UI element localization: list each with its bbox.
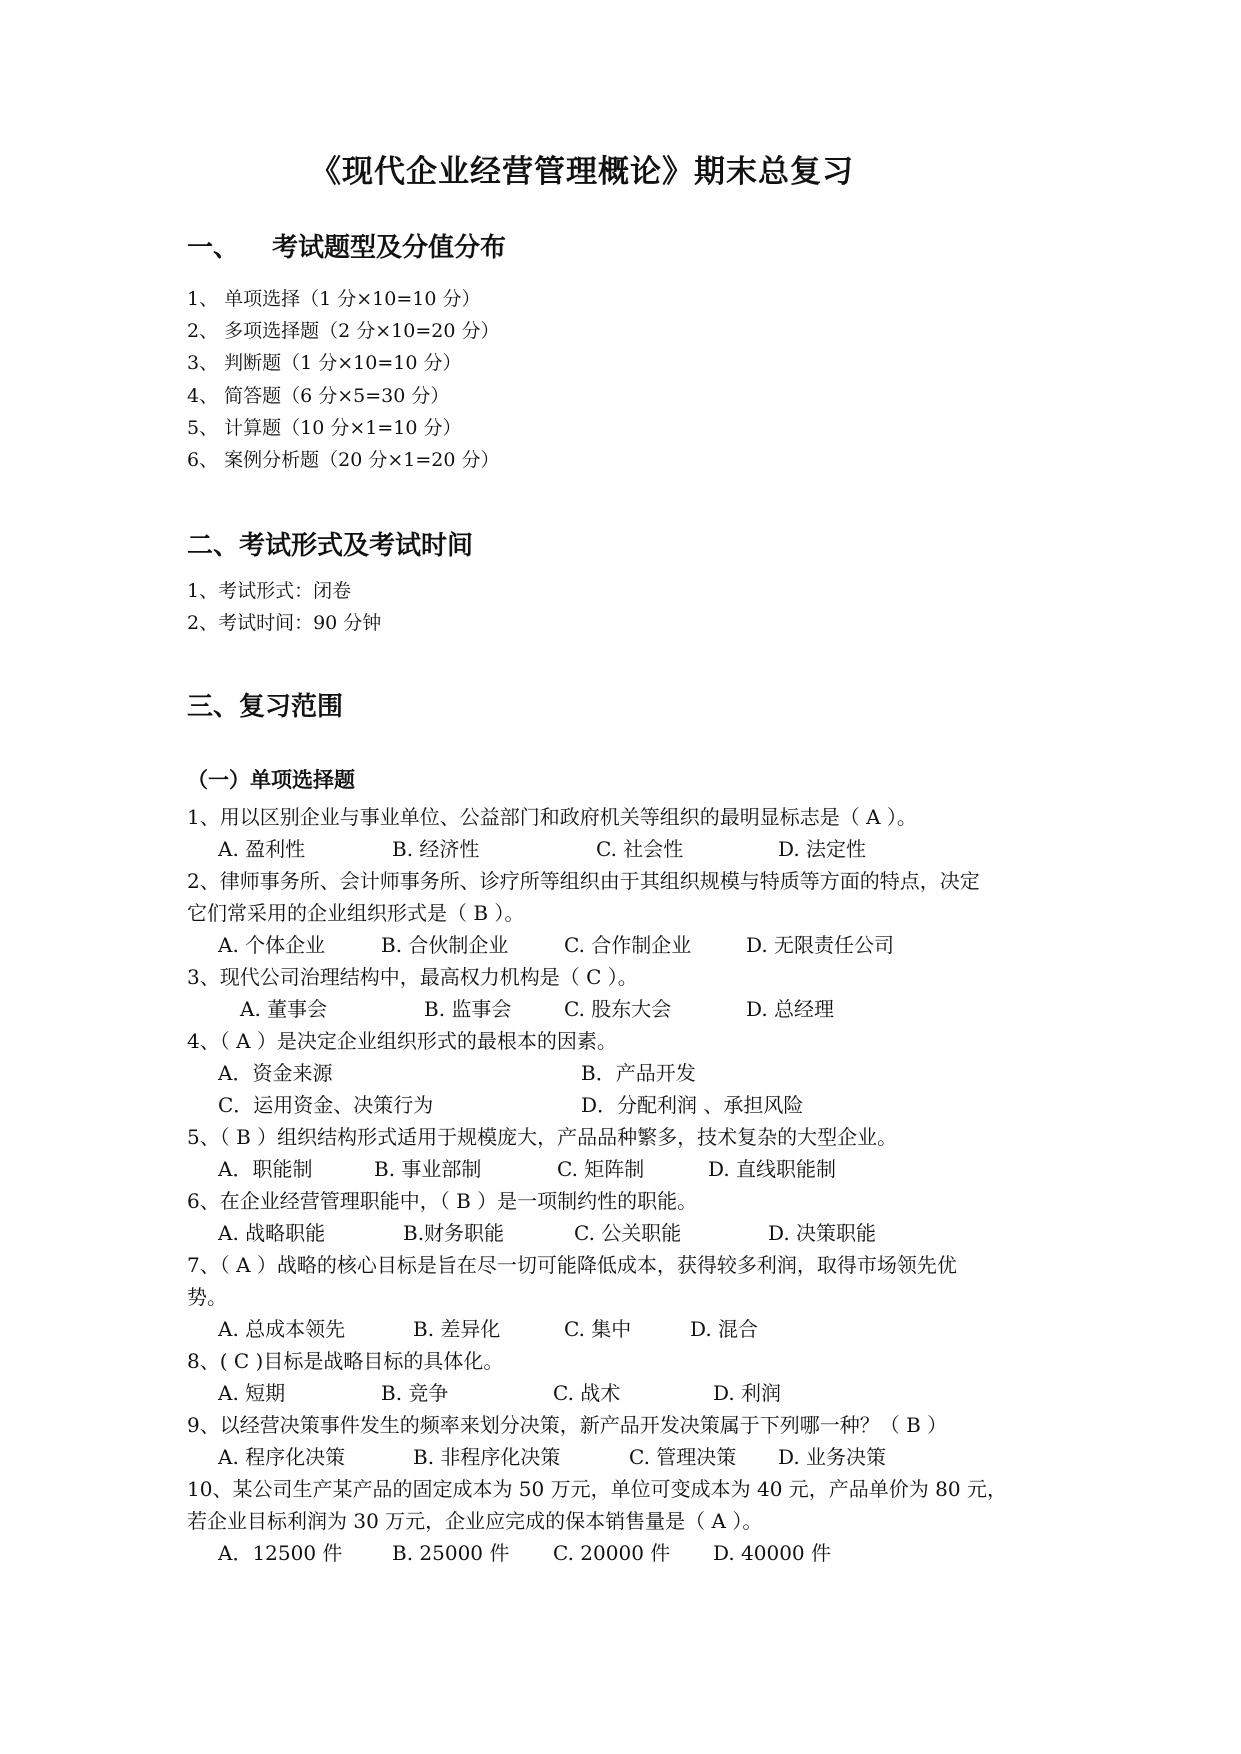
q1-option-b: B. 经济性 xyxy=(392,837,480,861)
q6-option-a: A. 战略职能 xyxy=(218,1221,326,1245)
exam-type-item: 1、 单项选择（1 分×10=10 分） xyxy=(187,288,481,310)
exam-type-item: 3、 判断题（1 分×10=10 分） xyxy=(187,352,462,374)
exam-type-item: 6、 案例分析题（20 分×1=20 分） xyxy=(187,449,500,471)
q7-option-c: C. 集中 xyxy=(564,1317,632,1341)
exam-type-item: 5、 计算题（10 分×1=10 分） xyxy=(187,417,462,439)
page-title: 《现代企业经营管理概论》期末总复习 xyxy=(310,154,854,190)
exam-format-item: 2、考试时间：90 分钟 xyxy=(187,612,382,634)
q4-option-c: C．运用资金、决策行为 xyxy=(218,1093,434,1117)
q2-option-d: D. 无限责任公司 xyxy=(746,933,895,957)
q8-option-a: A. 短期 xyxy=(218,1381,286,1405)
question-6: 6、在企业经营管理职能中，（ B ）是一项制约性的职能。 xyxy=(187,1189,698,1213)
q3-option-a: A. 董事会 xyxy=(240,997,328,1021)
q5-option-b: B. 事业部制 xyxy=(374,1157,482,1181)
q5-option-a: A．职能制 xyxy=(218,1157,313,1181)
q1-option-c: C. 社会性 xyxy=(596,837,684,861)
q6-option-b: B.财务职能 xyxy=(403,1221,505,1245)
q4-option-d: D．分配利润 、承担风险 xyxy=(581,1093,804,1117)
q7-option-d: D. 混合 xyxy=(690,1317,759,1341)
q8-option-b: B. 竞争 xyxy=(381,1381,449,1405)
exam-format-item: 1、考试形式：闭卷 xyxy=(187,580,352,602)
question-1: 1、用以区别企业与事业单位、公益部门和政府机关等组织的最明显标志是（ A ）。 xyxy=(187,805,917,829)
q6-option-c: C. 公关职能 xyxy=(574,1221,682,1245)
q9-option-a: A. 程序化决策 xyxy=(218,1445,346,1469)
q1-option-d: D. 法定性 xyxy=(778,837,867,861)
q9-option-c: C. 管理决策 xyxy=(629,1445,737,1469)
exam-type-item: 4、 简答题（6 分×5=30 分） xyxy=(187,385,450,407)
question-2-line-2: 它们常采用的企业组织形式是（ B ）。 xyxy=(187,901,525,925)
question-2: 2、律师事务所、会计师事务所、诊疗所等组织由于其组织规模与特质等方面的特点，决定 xyxy=(187,869,980,893)
q2-option-b: B. 合伙制企业 xyxy=(381,933,509,957)
q5-option-c: C. 矩阵制 xyxy=(557,1157,645,1181)
question-9: 9、以经营决策事件发生的频率来划分决策，新产品开发决策属于下列哪一种？（ B ） xyxy=(187,1413,948,1437)
section-1-number: 一、 xyxy=(187,233,240,263)
q3-option-b: B. 监事会 xyxy=(424,997,512,1021)
exam-type-item: 2、 多项选择题（2 分×10=20 分） xyxy=(187,320,500,342)
q10-option-c: C. 20000 件 xyxy=(553,1541,671,1565)
question-8: 8、( C )目标是战略目标的具体化。 xyxy=(187,1349,504,1373)
section-1-heading: 考试题型及分值分布 xyxy=(272,233,507,263)
q7-option-a: A. 总成本领先 xyxy=(218,1317,346,1341)
q10-option-b: B. 25000 件 xyxy=(392,1541,510,1565)
question-5: 5、（ B ）组织结构形式适用于规模庞大，产品品种繁多，技术复杂的大型企业。 xyxy=(187,1125,898,1149)
q6-option-d: D. 决策职能 xyxy=(768,1221,877,1245)
question-7: 7、（ A ）战略的核心目标是旨在尽一切可能降低成本，获得较多利润，取得市场领先优 xyxy=(187,1253,957,1277)
question-7-line-2: 势。 xyxy=(187,1285,227,1309)
question-10-line-2: 若企业目标利润为 30 万元，企业应完成的保本销售量是（ A ）。 xyxy=(187,1509,763,1533)
q7-option-b: B. 差异化 xyxy=(413,1317,501,1341)
question-3: 3、现代公司治理结构中，最高权力机构是（ C ）。 xyxy=(187,965,638,989)
section-3-heading: 三、复习范围 xyxy=(187,692,344,722)
q10-option-d: D. 40000 件 xyxy=(713,1541,832,1565)
q3-option-c: C. 股东大会 xyxy=(564,997,672,1021)
q2-option-a: A. 个体企业 xyxy=(218,933,326,957)
q1-option-a: A. 盈利性 xyxy=(218,837,306,861)
q3-option-d: D. 总经理 xyxy=(746,997,835,1021)
q4-option-b: B．产品开发 xyxy=(581,1061,696,1085)
sub-heading-single-choice: （一）单项选择题 xyxy=(187,767,355,792)
q8-option-d: D. 利润 xyxy=(713,1381,782,1405)
q8-option-c: C. 战术 xyxy=(553,1381,621,1405)
q9-option-d: D. 业务决策 xyxy=(778,1445,887,1469)
q5-option-d: D. 直线职能制 xyxy=(708,1157,837,1181)
q2-option-c: C. 合作制企业 xyxy=(564,933,692,957)
q10-option-a: A．12500 件 xyxy=(218,1541,343,1565)
q9-option-b: B. 非程序化决策 xyxy=(413,1445,561,1469)
q4-option-a: A．资金来源 xyxy=(218,1061,333,1085)
question-10: 10、某公司生产某产品的固定成本为 50 万元，单位可变成本为 40 元，产品单价为 80 元， xyxy=(187,1477,1007,1501)
section-2-heading: 二、考试形式及考试时间 xyxy=(187,531,474,561)
question-4: 4、（ A ）是决定企业组织形式的最根本的因素。 xyxy=(187,1029,617,1053)
